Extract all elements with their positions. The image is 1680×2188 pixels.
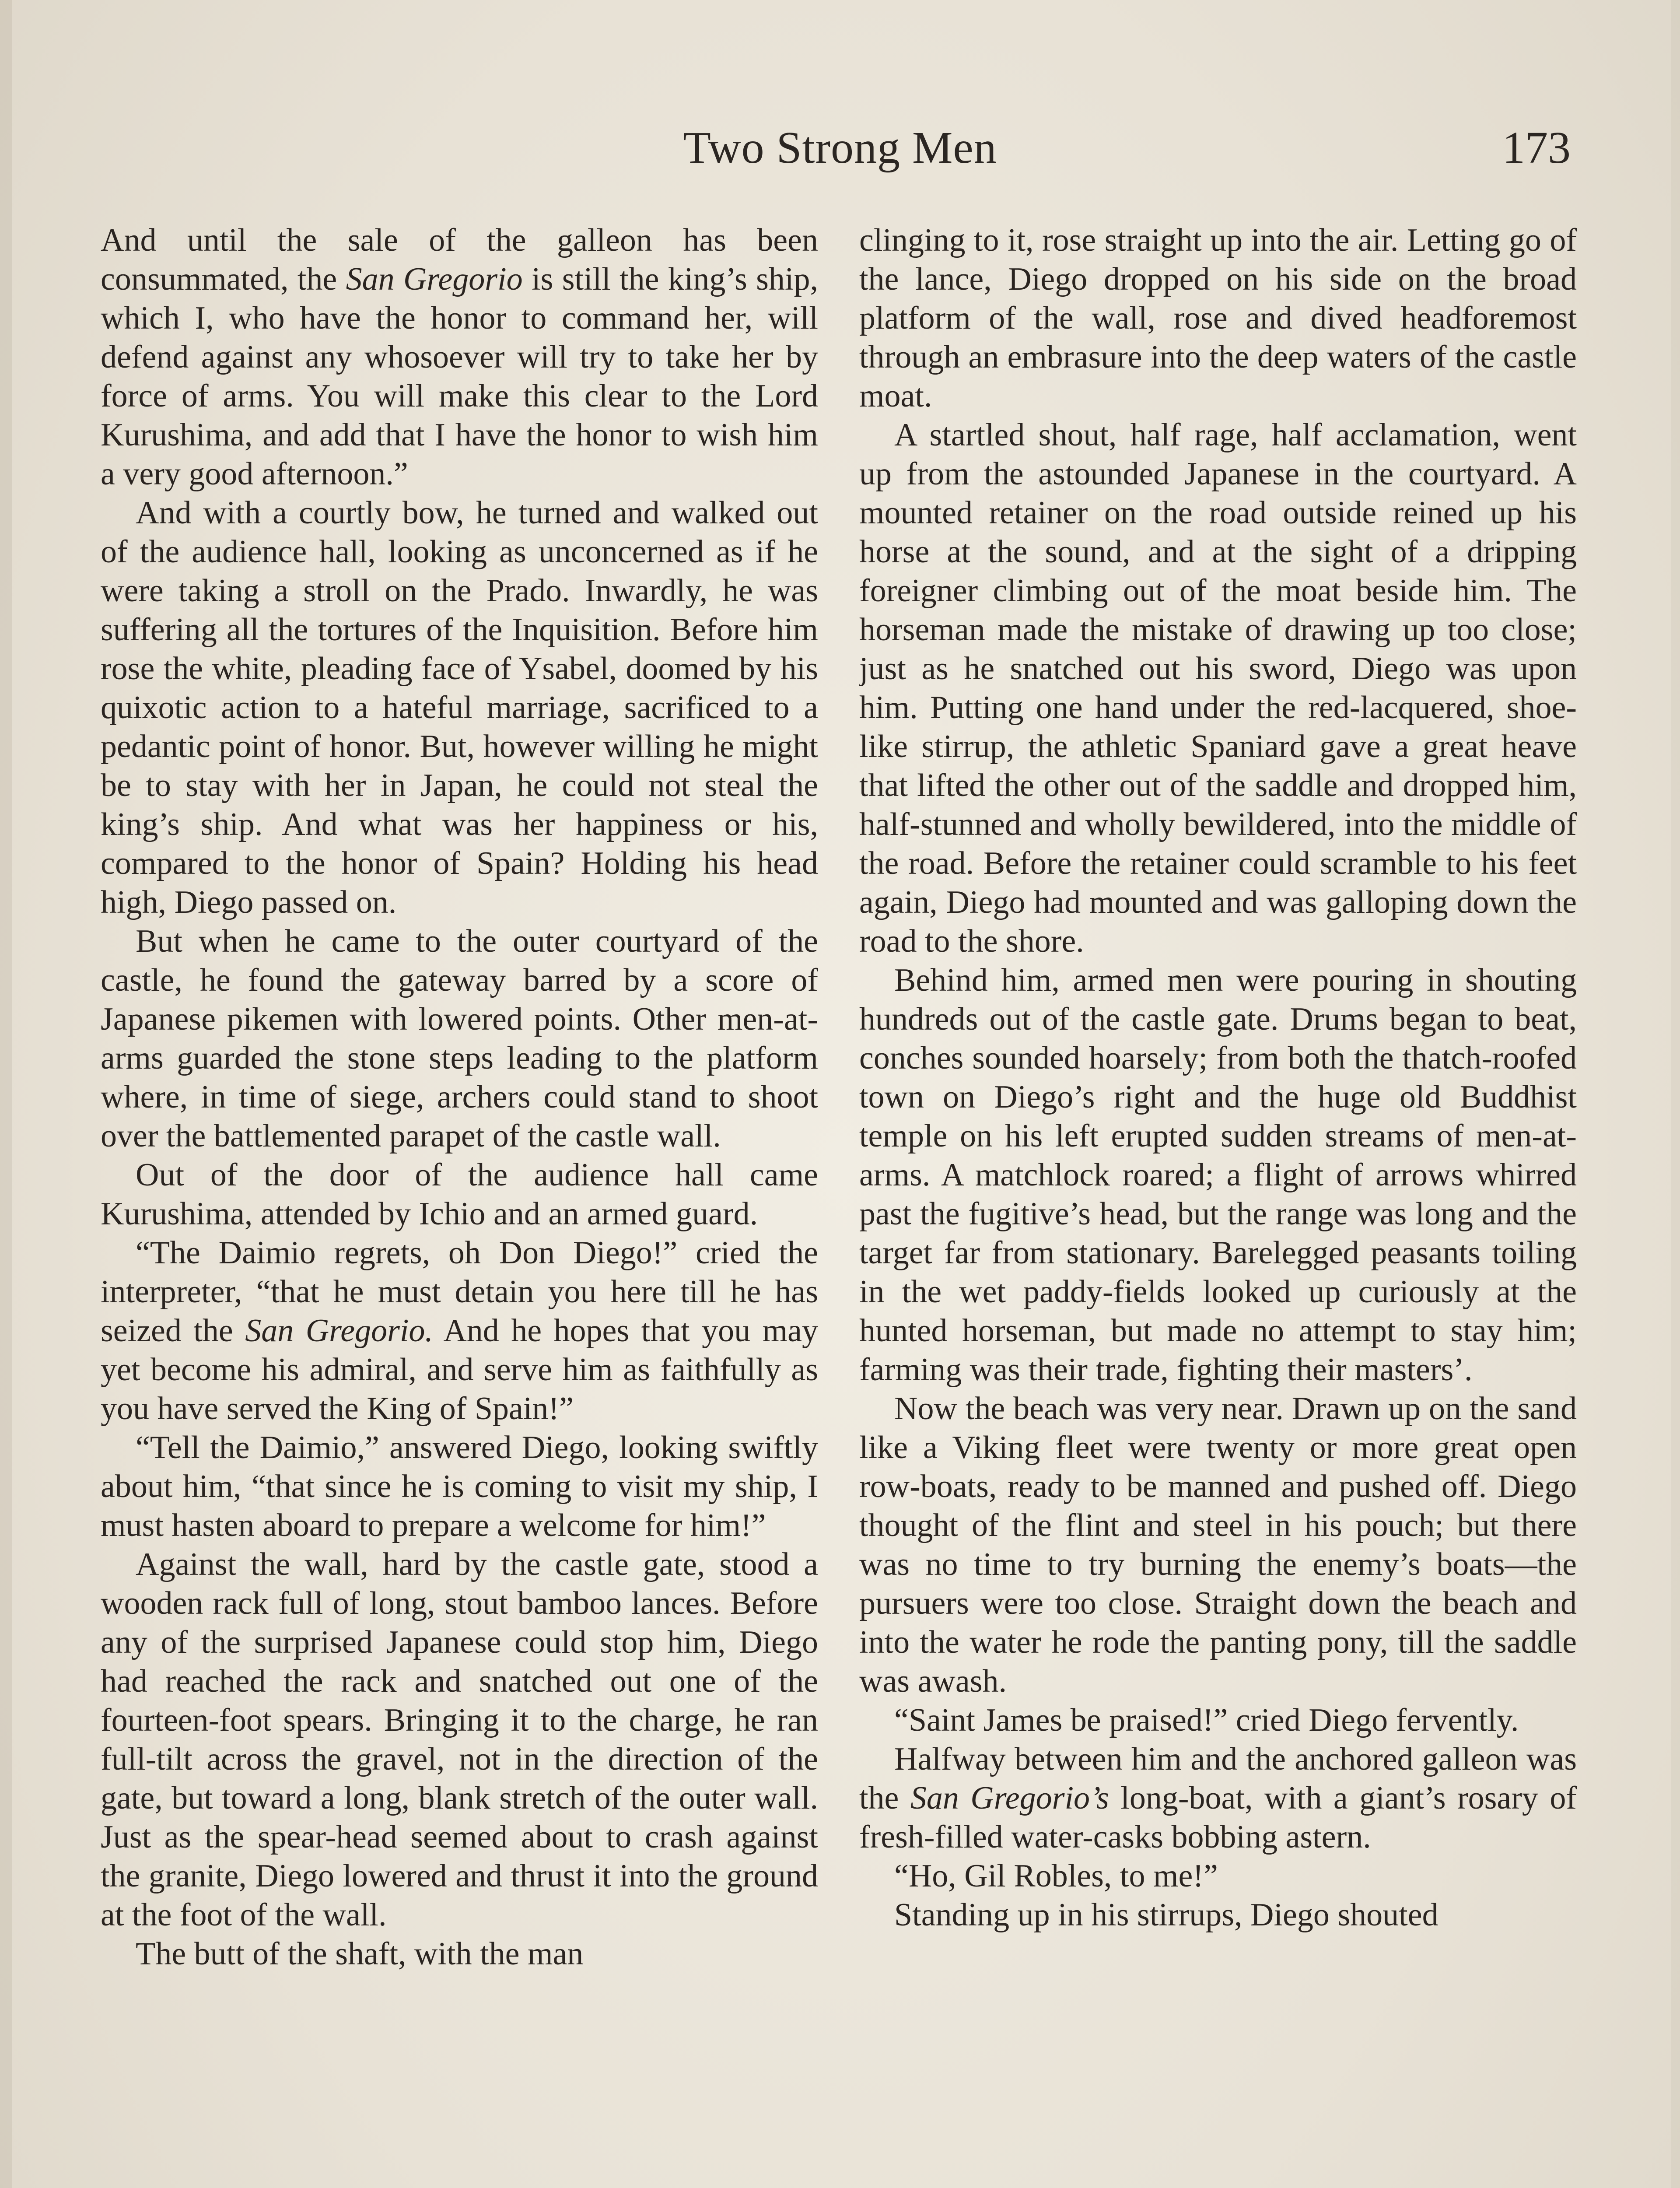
paragraph: “Saint James be praised!” cried Diego fervently.	[894, 1702, 1519, 1738]
paragraph: clinging to it, rose straight up into the air. Letting go of the lance, Diego dropped on his side on the broad platform of the wall, rose and dived headforemost through an embrasure into the deep waters of the castle moat.	[859, 222, 1577, 414]
paragraph: And until the sale of the galleon has been consummated, the San Gregorio is still the king’s ship, which I, who have the honor to command her, will defend against any whosoever will try to take her by force of arms. You will make this clear to the Lord Kurushima, and add that I have the honor to wish him a very good afternoon.”	[101, 222, 818, 492]
paragraph: The butt of the shaft, with the man	[136, 1936, 584, 1972]
paragraph: “The Daimio regrets, oh Don Diego!” cried the interpreter, “that he must detain you here till he has seized the San Gregorio. And he hopes that you may yet become his admiral, and serve him as faithfully as you have served the King of Spain!”	[101, 1235, 818, 1427]
paragraph: And with a courtly bow, he turned and walked out of the audience hall, looking as unconcerned as if he were taking a stroll on the Prado. Inwardly, he was suffering all the tortures of the Inquisition. Before him rose the white, pleading face of Ysabel, doomed by his quixotic action to a hateful marriage, sacrificed to a pedantic point of honor. But, however willing he might be to stay with her in Japan, he could not steal the king’s ship. And what was her happiness or his, compared to the honor of Spain? Holding his head high, Diego passed on.	[101, 495, 818, 920]
paragraph: A startled shout, half rage, half acclamation, went up from the astounded Japanese in the courtyard. A mounted retainer on the road outside reined up his horse at the sound, and at the sight of a dripping foreigner climbing out of the moat beside him. The horseman made the mistake of drawing up too close; just as he snatched out his sword, Diego was upon him. Putting one hand under the red-lacquered, shoe-like stirrup, the athletic Spaniard gave a great heave that lifted the other out of the saddle and dropped him, half-stunned and wholly bewildered, into the middle of the road. Before the retainer could scramble to his feet again, Diego had mounted and was galloping down the road to the shore.	[859, 417, 1577, 959]
paragraph: “Ho, Gil Robles, to me!”	[894, 1858, 1218, 1894]
right-column	[859, 221, 1577, 2188]
paragraph: Now the beach was very near. Drawn up on the sand like a Viking fleet were twenty or more great open row-boats, ready to be manned and pushed off. Diego thought of the flint and steel in his pouch; but there was no time to try burning the enemy’s boats—the pursuers were too close. Straight down the beach and into the water he rode the panting pony, till the saddle was awash.	[859, 1391, 1577, 1699]
left-column	[101, 221, 818, 2188]
paragraph: “Tell the Daimio,” answered Diego, looking swiftly about him, “that since he is coming to visit my ship, I must hasten aboard to prepare a welcome for him!”	[101, 1430, 818, 1543]
paragraph: Against the wall, hard by the castle gate, stood a wooden rack full of long, stout bamboo lances. Before any of the surprised Japanese could stop him, Diego had reached the rack and snatched out one of the fourteen-foot spears. Bringing it to the charge, he ran full-tilt across the gravel, not in the direction of the gate, but toward a long, blank stretch of the outer wall. Just as the spear-head seemed about to crash against the granite, Diego lowered and thrust it into the ground at the foot of the wall.	[101, 1546, 818, 1933]
paragraph: But when he came to the outer courtyard of the castle, he found the gateway barred by a score of Japanese pikemen with lowered points. Other men-at-arms guarded the stone steps leading to the platform where, in time of siege, archers could stand to shoot over the battlemented parapet of the castle wall.	[101, 923, 818, 1154]
paragraph: Standing up in his stirrups, Diego shouted	[894, 1897, 1438, 1933]
paragraph: Out of the door of the audience hall came Kurushima, attended by Ichio and an armed guard.	[101, 1157, 818, 1232]
running-head-title: Two Strong Men	[683, 123, 997, 173]
paragraph: Behind him, armed men were pouring in shouting hundreds out of the castle gate. Drums began to beat, conches sounded hoarsely; from both the thatch-roofed town on Diego’s right and the huge old Buddhist temple on his left erupted sudden streams of men-at-arms. A matchlock roared; a flight of arrows whirred past the fugitive’s head, but the range was long and the target far from stationary. Barelegged peasants toiling in the wet paddy-fields looked up curiously at the hunted horseman, but made no attempt to stay him; farming was their trade, fighting their masters’.	[859, 962, 1577, 1388]
paragraph: Halfway between him and the anchored galleon was the San Gregorio’s long-boat, with a giant’s rosary of fresh-filled water-casks bobbing astern.	[859, 1741, 1577, 1855]
page-number: 173	[1502, 123, 1571, 173]
